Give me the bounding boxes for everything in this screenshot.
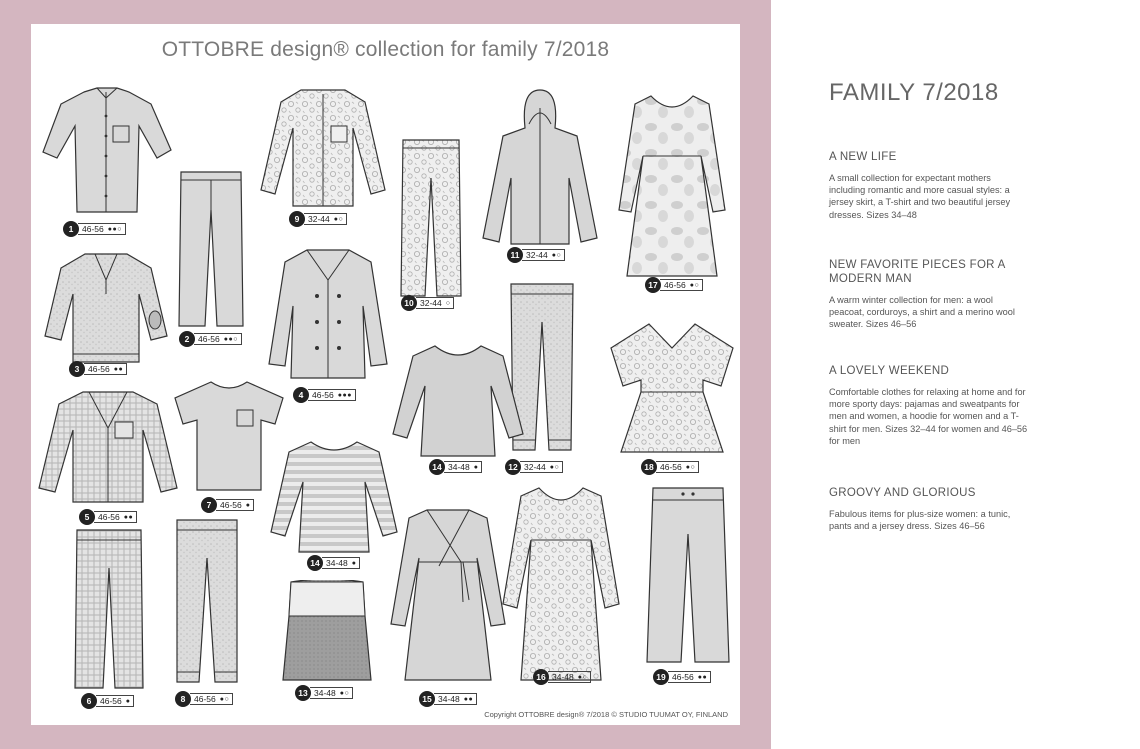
garment-wide-pants xyxy=(645,486,731,664)
garment-sweatpants xyxy=(173,518,241,686)
difficulty-dots: ●○ xyxy=(219,695,230,703)
item-number: 4 xyxy=(293,387,309,403)
item-size: 46-56 xyxy=(672,672,694,682)
item-size: 34-48 xyxy=(326,558,348,568)
item-number: 1 xyxy=(63,221,79,237)
garment-pajama-shirt xyxy=(37,388,179,506)
item-tag xyxy=(505,460,563,474)
item-size: 46-56 xyxy=(312,390,334,400)
difficulty-dots: ● xyxy=(245,501,251,509)
difficulty-dots: ●○ xyxy=(577,673,588,681)
item-number: 14 xyxy=(307,555,323,571)
item-number: 3 xyxy=(69,361,85,377)
difficulty-dots: ● xyxy=(351,559,357,567)
garment-peacoat xyxy=(267,246,389,380)
garment-hoodie xyxy=(481,88,599,248)
section-groovy-glorious xyxy=(829,486,1029,532)
item-tag xyxy=(175,692,233,706)
item-number: 2 xyxy=(179,331,195,347)
collection-description xyxy=(771,0,1140,749)
item-number: 19 xyxy=(653,669,669,685)
difficulty-dots: ● xyxy=(125,697,131,705)
item-number: 11 xyxy=(507,247,523,263)
item-size: 34-48 xyxy=(448,462,470,472)
garment-pajama-pants-women xyxy=(399,138,463,298)
section-modern-man xyxy=(829,258,1029,331)
item-number: 18 xyxy=(641,459,657,475)
difficulty-dots: ●○ xyxy=(685,463,696,471)
section-heading: A NEW LIFE xyxy=(829,151,897,163)
item-tag xyxy=(641,460,699,474)
item-tag xyxy=(69,362,127,376)
item-size: 46-56 xyxy=(660,462,682,472)
item-size: 46-56 xyxy=(198,334,220,344)
difficulty-dots: ●● xyxy=(697,673,708,681)
item-tag xyxy=(293,388,356,402)
garment-printed-dress xyxy=(617,92,727,280)
difficulty-dots: ●●○ xyxy=(107,225,122,233)
garment-maternity-top xyxy=(391,342,525,460)
garment-tunic xyxy=(605,320,739,456)
garment-pajama-shirt-women xyxy=(259,86,387,210)
item-tag xyxy=(295,686,353,700)
item-tag xyxy=(507,248,565,262)
item-number: 13 xyxy=(295,685,311,701)
difficulty-dots: ● xyxy=(473,463,479,471)
item-tag xyxy=(533,670,591,684)
catalog-sheet xyxy=(31,24,740,725)
item-number: 5 xyxy=(79,509,95,525)
item-tag xyxy=(81,694,134,708)
difficulty-dots: ●● xyxy=(113,365,124,373)
difficulty-dots: ●○ xyxy=(549,463,560,471)
difficulty-dots: ●○ xyxy=(551,251,562,259)
item-tag xyxy=(429,460,482,474)
item-number: 6 xyxy=(81,693,97,709)
section-text: Fabulous items for plus-size women: a tunic, pants and a jersey dress. Sizes 46–56 xyxy=(829,509,1011,532)
item-tag xyxy=(179,332,242,346)
item-tag xyxy=(653,670,711,684)
item-size: 46-56 xyxy=(220,500,242,510)
item-size: 46-56 xyxy=(100,696,122,706)
section-heading: GROOVY AND GLORIOUS xyxy=(829,487,976,499)
item-number: 9 xyxy=(289,211,305,227)
garment-wrap-dress xyxy=(389,506,507,684)
item-tag xyxy=(63,222,126,236)
section-new-life xyxy=(829,150,1029,221)
item-tag xyxy=(645,278,703,292)
item-tag xyxy=(401,296,454,310)
garment-floral-dress xyxy=(501,484,621,684)
difficulty-dots: ●○ xyxy=(339,689,350,697)
item-number: 15 xyxy=(419,691,435,707)
item-number: 14 xyxy=(429,459,445,475)
section-lovely-weekend xyxy=(829,364,1029,447)
item-size: 46-56 xyxy=(82,224,104,234)
item-size: 34-48 xyxy=(552,672,574,682)
section-text: A warm winter collection for men: a wool peacoat, corduroys, a shirt and a merino wool sweater. Sizes 46–56 xyxy=(829,295,1015,330)
item-size: 32-44 xyxy=(308,214,330,224)
item-size: 34-48 xyxy=(314,688,336,698)
item-tag xyxy=(419,692,477,706)
garment-shirt xyxy=(39,86,173,218)
section-heading: A LOVELY WEEKEND xyxy=(829,365,950,377)
difficulty-dots: ●●○ xyxy=(223,335,238,343)
item-size: 32-44 xyxy=(526,250,548,260)
item-tag xyxy=(289,212,347,226)
difficulty-dots: ●● xyxy=(463,695,474,703)
issue-title: FAMILY 7/2018 xyxy=(829,79,999,106)
item-size: 32-44 xyxy=(524,462,546,472)
item-number: 17 xyxy=(645,277,661,293)
section-text: A small collection for expectant mothers including romantic and more casual styles: a jersey skirt, a T-shirt and two beautiful jersey dresses. Sizes 34–48 xyxy=(829,173,1011,220)
item-number: 10 xyxy=(401,295,417,311)
item-number: 16 xyxy=(533,669,549,685)
item-size: 46-56 xyxy=(664,280,686,290)
garment-pajama-pants xyxy=(73,528,145,690)
item-number: 12 xyxy=(505,459,521,475)
item-size: 32-44 xyxy=(420,298,442,308)
garment-sweater xyxy=(43,250,169,366)
item-size: 46-56 xyxy=(88,364,110,374)
difficulty-dots: ●○ xyxy=(689,281,700,289)
difficulty-dots: ○ xyxy=(445,299,451,307)
item-tag xyxy=(79,510,137,524)
garment-maternity-top-striped xyxy=(269,438,399,556)
difficulty-dots: ●●● xyxy=(337,391,352,399)
item-size: 46-56 xyxy=(98,512,120,522)
catalog-title: OTTOBRE design® collection for family 7/2018 xyxy=(161,38,610,61)
section-heading: NEW FAVORITE PIECES FOR A MODERN MAN xyxy=(829,259,1005,285)
garment-pants xyxy=(177,170,245,328)
item-tag xyxy=(201,498,254,512)
item-number: 8 xyxy=(175,691,191,707)
item-size: 46-56 xyxy=(194,694,216,704)
copyright-notice: Copyright OTTOBRE design® 7/2018 © STUDIO TUUMAT OY, FINLAND xyxy=(484,710,728,719)
item-number: 7 xyxy=(201,497,217,513)
item-tag xyxy=(307,556,360,570)
garment-jersey-skirt xyxy=(281,580,373,684)
item-size: 34-48 xyxy=(438,694,460,704)
difficulty-dots: ●○ xyxy=(333,215,344,223)
difficulty-dots: ●● xyxy=(123,513,134,521)
section-text: Comfortable clothes for relaxing at home and for more sporty days: pajamas and sweatpants for men and women, a hoodie for women and a T-shirt for men. Sizes 32–44 for women and 46–56 for men xyxy=(829,387,1028,446)
